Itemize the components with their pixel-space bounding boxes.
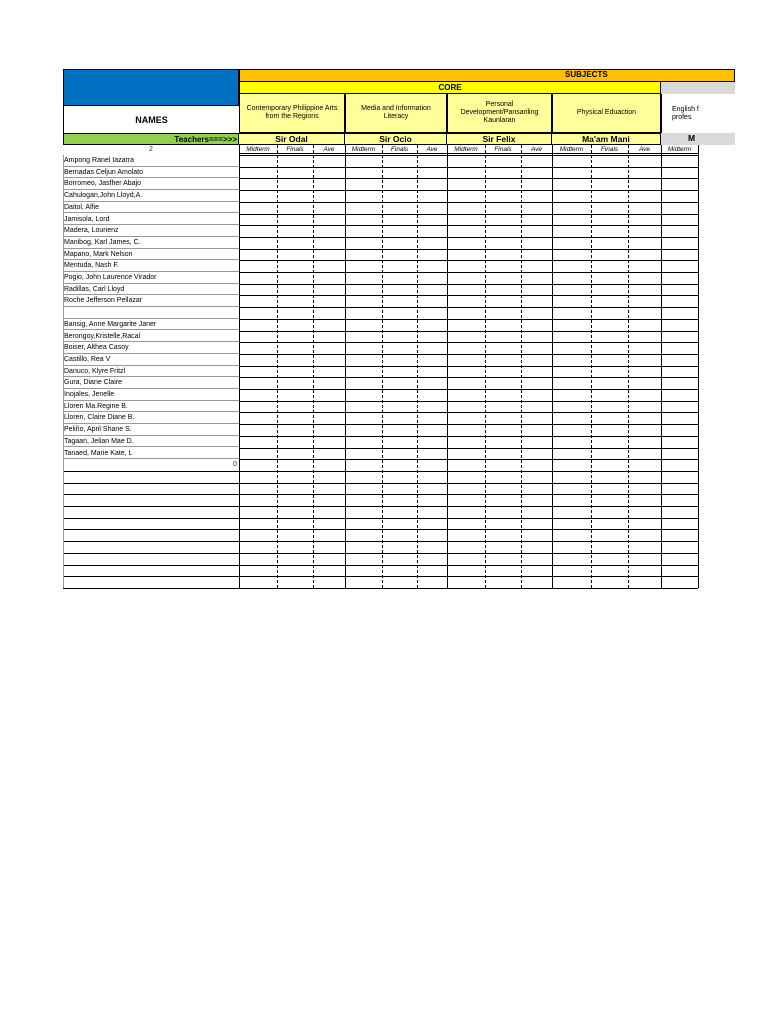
row-line: [63, 565, 698, 566]
col-line: [447, 145, 448, 588]
col-line: [485, 145, 486, 588]
student-name: Daitol, Alfie: [63, 202, 239, 214]
subject-header-3: Personal Development/Pansariling Kaunlaran: [447, 94, 552, 133]
row-line: [239, 366, 698, 367]
student-name: Ampong Ranel Iazarra: [63, 155, 239, 167]
row-line: [239, 272, 698, 273]
subject-header-4: Physical Eduaction: [552, 94, 661, 133]
student-name: Radillas, Carl Lloyd: [63, 284, 239, 296]
student-name: Pogio, John Laurence Virador: [63, 272, 239, 284]
student-name: Inojales, Jenelle: [63, 389, 239, 401]
grade-col-ave: Ave: [417, 145, 447, 154]
row-line: [239, 377, 698, 378]
row-line: [239, 295, 698, 296]
student-name: Bansig, Anne Margarite Janer: [63, 319, 239, 331]
row-line: [239, 155, 698, 156]
student-name: Borromeo, Jasfher Abajo: [63, 178, 239, 190]
student-name: Peliño, April Shane S.: [63, 424, 239, 436]
teacher-5-partial: M: [661, 133, 735, 145]
zero-value: 0: [233, 461, 237, 469]
row-line: [239, 436, 698, 437]
row-line: [63, 483, 698, 484]
row-line: [239, 412, 698, 413]
row-line: [239, 342, 698, 343]
grade-col-finals: Finals: [382, 145, 417, 154]
grade-col-finals: Finals: [485, 145, 521, 154]
student-name: Mentuda, Nash F.: [63, 260, 239, 272]
row-line: [239, 167, 698, 168]
row-line: [239, 389, 698, 390]
col-line: [277, 145, 278, 588]
col-line: [628, 145, 629, 588]
col-line: [63, 155, 64, 588]
student-name: Madera, Lourienz: [63, 225, 239, 237]
student-name: Lloren Ma.Regine B.: [63, 401, 239, 413]
col-line: [417, 145, 418, 588]
row-line: [239, 459, 698, 460]
student-count: 2: [149, 146, 153, 153]
subjects-label: SUBJECTS: [565, 70, 608, 79]
row-line: [239, 190, 698, 191]
student-name: Bernadas Celjun Amolato: [63, 167, 239, 179]
col-line: [382, 145, 383, 588]
row-line: [63, 471, 698, 472]
student-name: Lloren, Claire Diane B.: [63, 412, 239, 424]
row-line: [239, 424, 698, 425]
row-line: [63, 588, 698, 589]
row-line: [63, 529, 698, 530]
row-line: [239, 237, 698, 238]
student-name: Jamisola, Lord: [63, 214, 239, 226]
student-name: Tanaed, Marie Kate, L: [63, 448, 239, 460]
student-name: Roche Jefferson Pellazar: [63, 295, 239, 307]
row-line: [239, 178, 698, 179]
col-line: [591, 145, 592, 588]
student-name: Castillo, Rea V: [63, 354, 239, 366]
col-line: [552, 145, 553, 588]
row-line: [239, 249, 698, 250]
subject-header-2: Media and Information Literacy: [345, 94, 447, 133]
teacher-3: Sir Felix: [447, 133, 552, 145]
col-line: [661, 145, 662, 588]
student-name: Mapano, Mark Nelson: [63, 249, 239, 261]
row-line: [239, 214, 698, 215]
student-name: Manibog, Karl James, C.: [63, 237, 239, 249]
header-blue-block: [63, 69, 239, 106]
row-line: [63, 553, 698, 554]
core-header: CORE: [239, 82, 661, 94]
teacher-4: Ma'am Mani: [552, 133, 661, 145]
subject-header-5-partial: English f profes: [661, 94, 735, 133]
col-line: [698, 145, 699, 588]
teacher-1: Sir Odal: [239, 133, 345, 145]
student-name: Boiser, Althea Casoy: [63, 342, 239, 354]
row-line: [239, 202, 698, 203]
row-line: [239, 284, 698, 285]
col-line: [521, 145, 522, 588]
grade-col-ave: Ave: [313, 145, 345, 154]
row-line: [239, 354, 698, 355]
col-line: [313, 145, 314, 588]
row-line: [239, 401, 698, 402]
teachers-label: Teachers===>>>: [63, 133, 239, 145]
grade-col-midterm: Midterm: [552, 145, 591, 154]
grade-sheet: [63, 69, 735, 591]
col-line: [239, 145, 240, 588]
row-line: [239, 260, 698, 261]
row-line: [239, 448, 698, 449]
student-name: Cahulogan,John Lloyd,A.: [63, 190, 239, 202]
subjects-header: [239, 69, 735, 82]
student-name: Tagaan, Jelian Mae D.: [63, 436, 239, 448]
row-line: [63, 518, 698, 519]
row-line: [239, 331, 698, 332]
student-name: Berongoy,Kristelle,Racal: [63, 331, 239, 343]
grade-col-ave: Ave: [628, 145, 661, 154]
names-header: NAMES: [63, 106, 239, 133]
grade-col-ave: Ave: [521, 145, 552, 154]
grade-col-midterm: Midterm: [239, 145, 277, 154]
col-line: [345, 145, 346, 588]
row-line: [239, 225, 698, 226]
subject-header-1: Contemporary Philippine Arts from the Regions: [239, 94, 345, 133]
grade-col-midterm: Midterm: [661, 145, 698, 154]
teacher-2: Sir Ocio: [345, 133, 447, 145]
row-line: [239, 319, 698, 320]
row-line: [63, 494, 698, 495]
row-line: [63, 506, 698, 507]
grade-col-midterm: Midterm: [447, 145, 485, 154]
row-line: [63, 541, 698, 542]
blank-row: [63, 307, 239, 319]
row-line: [239, 307, 698, 308]
row-line: [63, 576, 698, 577]
grade-col-midterm: Midterm: [345, 145, 382, 154]
grade-col-finals: Finals: [277, 145, 313, 154]
student-name: Gura, Diane Claire: [63, 377, 239, 389]
grade-col-finals: Finals: [591, 145, 628, 154]
student-name: Danuco, Klyre Fritzl: [63, 366, 239, 378]
